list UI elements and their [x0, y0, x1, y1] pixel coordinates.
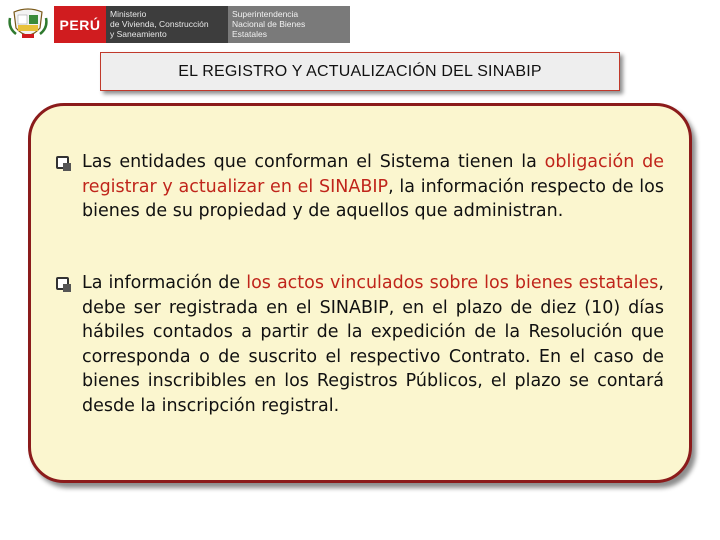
- ministry-line: Ministerio: [110, 9, 147, 19]
- text-segment: La información de: [82, 273, 247, 293]
- highlighted-text: los actos vinculados sobre los bienes estatales: [246, 273, 659, 293]
- highlighted-text: obligación de registrar y actualizar en el SINABIP: [82, 152, 664, 197]
- agency-line: Nacional de Bienes: [232, 19, 306, 29]
- country-label: PERÚ: [54, 6, 106, 43]
- bullet-text: [82, 152, 664, 221]
- bullet-item: [56, 150, 664, 224]
- text-segment: Las entidades que conforman el Sistema tienen la: [82, 152, 545, 172]
- square-bullet-icon: [56, 156, 69, 169]
- agency-line: Superintendencia: [232, 9, 299, 19]
- coat-of-arms-icon: [8, 8, 48, 42]
- text-segment: , la información respecto de los bienes de su propiedad y de aquellos que administran.: [82, 176, 664, 221]
- text-segment: , debe ser registrada en el SINABIP, en el plazo de diez (10) días hábiles contados a partir de la expedición de la Resolución que corresponda o de suscrito el respectivo Contrato. En el caso de bienes inscribibles en los Registros Públicos, el plazo se contará desde la inscripción registral.: [82, 273, 664, 416]
- bullet-item: [56, 271, 664, 418]
- slide-title: EL REGISTRO Y ACTUALIZACIÓN DEL SINABIP: [100, 52, 620, 91]
- agency-line: Estatales: [232, 29, 267, 39]
- bullet-text: [82, 273, 664, 416]
- government-header: [8, 6, 344, 43]
- square-bullet-icon: [56, 277, 69, 290]
- ministry-line: y Saneamiento: [110, 29, 167, 39]
- ministry-line: de Vivienda, Construcción: [110, 19, 209, 29]
- agency-name: [228, 6, 350, 43]
- ministry-name: [106, 6, 228, 43]
